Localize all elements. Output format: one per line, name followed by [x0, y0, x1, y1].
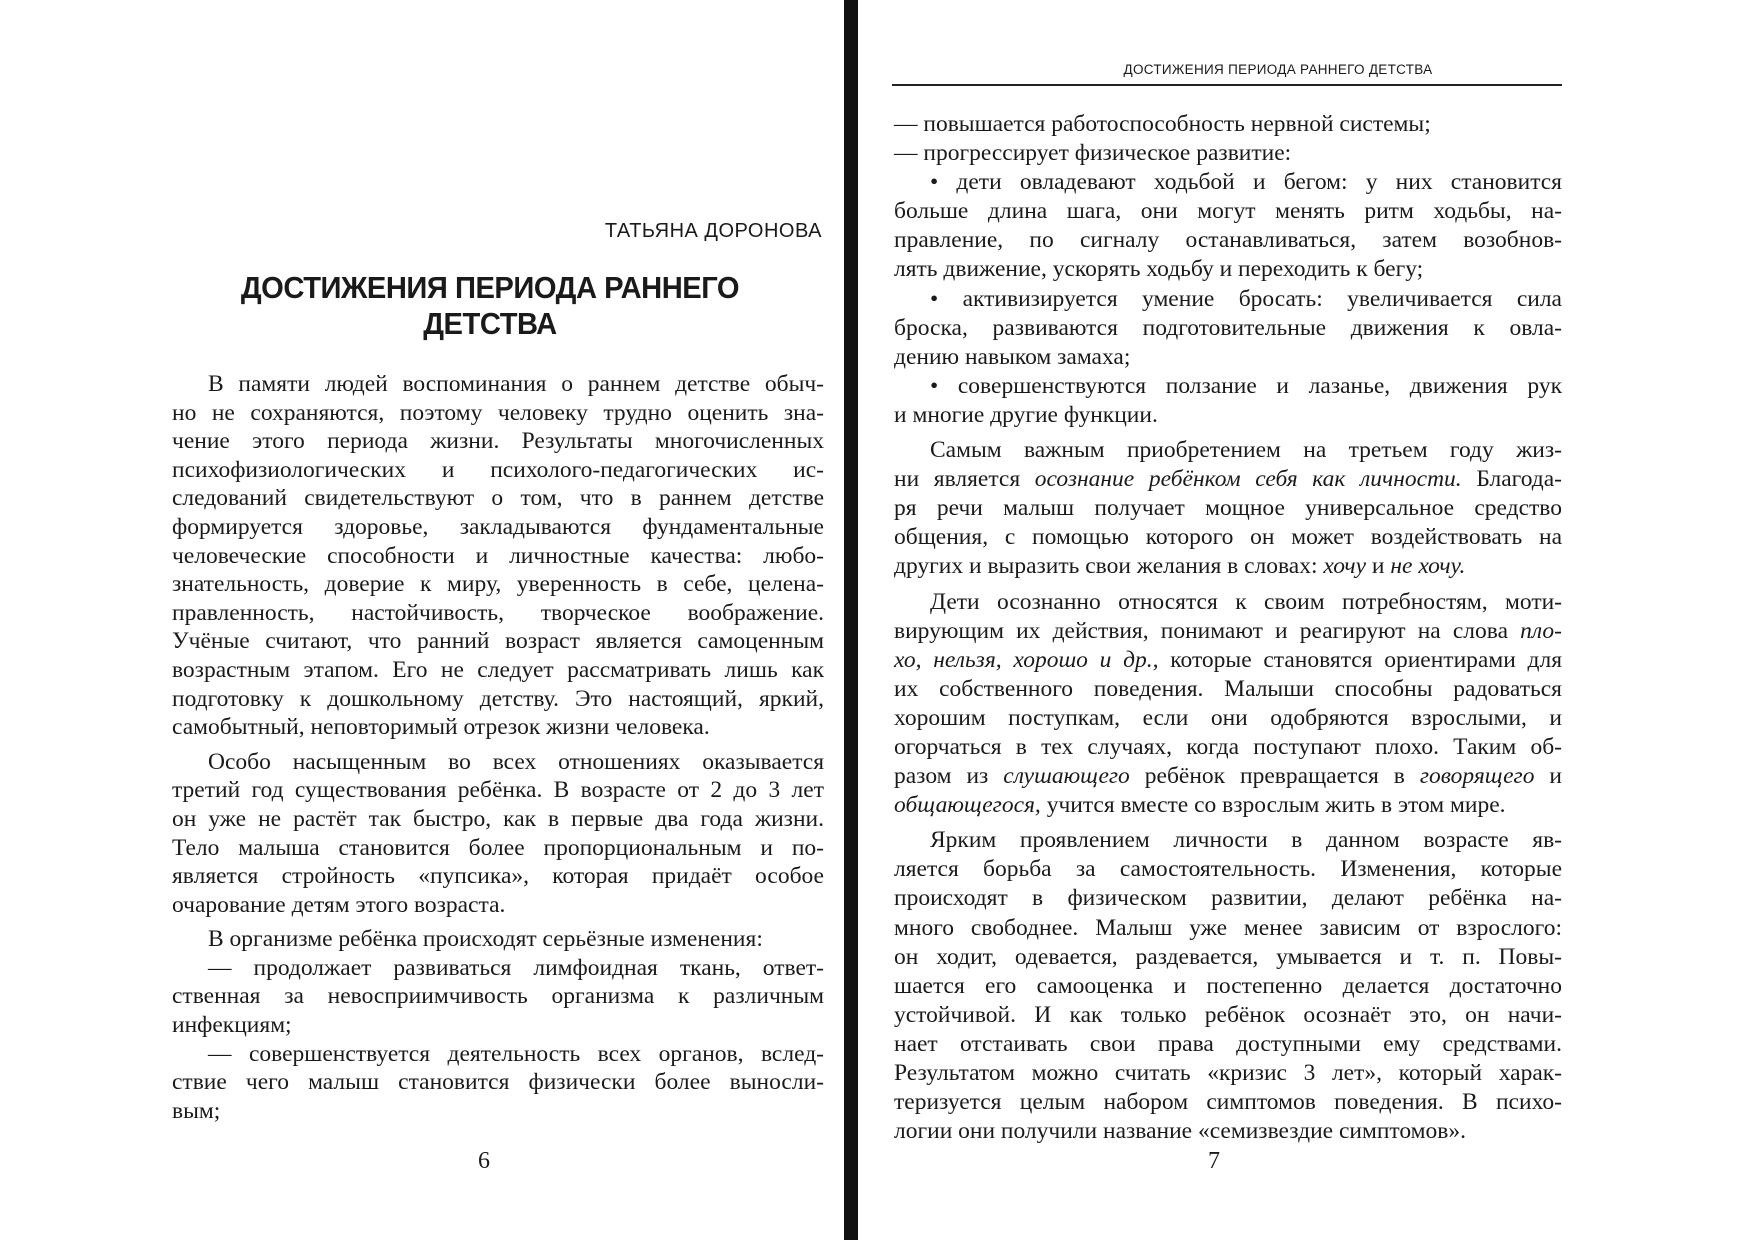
left-page — [0, 0, 844, 1240]
text-segment: ни является — [894, 466, 1035, 493]
italic-phrase: слушающего — [1003, 763, 1130, 790]
text-line: шается его самооценка и постепенно делается достаточно — [894, 972, 1562, 999]
text-line: инфекциям; — [172, 1012, 292, 1039]
text-line: В организме ребёнка происходят серьёзные изменения: — [208, 926, 763, 953]
author-name: ТАТЬЯНА ДОРОНОВА — [604, 220, 822, 242]
text-line: человеческие способности и личностные качества: любо- — [172, 542, 824, 569]
text-line — [894, 791, 1562, 820]
text-line: правленность, настойчивость, творческое воображение. — [172, 599, 824, 626]
text-line: • совершенствуются ползание и лазанье, движения рук — [930, 372, 1562, 399]
text-line — [894, 762, 1562, 791]
text-line: — совершенствуется деятельность всех органов, вслед- — [208, 1040, 824, 1067]
text-line — [894, 465, 1562, 494]
page-number: 6 — [478, 1148, 490, 1174]
text-line — [894, 552, 1562, 581]
page-number: 7 — [1208, 1148, 1220, 1174]
text-line: формируется здоровье, закладываются фундаментальные — [172, 513, 824, 540]
book-spine — [844, 0, 858, 1240]
text-line: — повышается работоспособность нервной системы; — [894, 111, 1431, 137]
running-head: ДОСТИЖЕНИЯ ПЕРИОДА РАННЕГО ДЕТСТВА — [1123, 62, 1433, 77]
italic-phrase: хочу — [1323, 553, 1367, 580]
text-line: нает отстаивать свои права доступными ему средствами. — [894, 1030, 1562, 1057]
text-line: чение этого периода жизни. Результаты многочисленных — [172, 428, 824, 455]
text-line: броска, развиваются подготовительные движения к овла- — [894, 314, 1562, 341]
text-line: хорошим поступкам, если они одобряются взрослыми, и — [894, 704, 1562, 731]
text-segment: и — [1534, 763, 1563, 790]
text-line: подготовку к дошкольному детству. Это настоящий, яркий, — [172, 685, 824, 712]
header-rule — [892, 84, 1562, 86]
italic-phrase: хо, нельзя, хорошо и др., — [894, 646, 1159, 673]
text-line: Результатом можно считать «кризис 3 лет», который харак- — [894, 1060, 1562, 1086]
text-line: огорчаться в тех случаях, когда поступают плохо. Таким об- — [894, 733, 1562, 760]
text-line: ственная за невосприимчивость организма к различным — [172, 983, 824, 1010]
text-line: их собственного поведения. Малыши способны радоваться — [894, 675, 1562, 702]
text-line: Особо насыщенным во всех отношениях оказывается — [208, 748, 824, 775]
text-line: В памяти людей воспоминания о раннем детстве обыч- — [208, 371, 824, 397]
text-segment: учится вместе со взрослым жить в этом мире. — [1040, 792, 1506, 819]
text-segment: других и выразить свои желания в словах: — [894, 553, 1324, 580]
text-line: самобытный, неповторимый отрезок жизни человека. — [172, 714, 710, 741]
text-line: Учёные считают, что ранний возраст является самоценным — [172, 628, 824, 655]
text-line: Дети осознанно относятся к своим потребностям, моти- — [930, 588, 1562, 615]
text-line: но не сохраняются, поэтому человеку трудно оценить зна- — [172, 399, 824, 426]
text-line: ря речи малыш получает мощное универсальное средство — [894, 495, 1562, 522]
left-body-text — [172, 370, 824, 1125]
italic-phrase: пло- — [1520, 617, 1562, 644]
chapter-title: ДОСТИЖЕНИЯ ПЕРИОДА РАННЕГО ДЕТСТВА — [240, 270, 740, 341]
text-line: много свободнее. Малыш уже менее зависим от взрослого: — [894, 914, 1562, 941]
text-segment: и — [1366, 553, 1391, 580]
text-line: больше длина шага, они могут менять ритм ходьбы, на- — [894, 198, 1562, 225]
italic-phrase: говорящего — [1419, 763, 1535, 790]
text-segment: разом из — [894, 763, 1004, 790]
text-line: он ходит, одевается, раздевается, умывается и т. п. Повы- — [894, 943, 1562, 970]
text-line: — прогрессирует физическое развитие: — [894, 140, 1292, 167]
text-line: психофизиологических и психолого-педагогических ис- — [172, 456, 824, 483]
text-line: • дети овладевают ходьбой и бегом: у них становится — [930, 169, 1562, 196]
text-line — [894, 617, 1562, 646]
right-page — [858, 0, 1754, 1240]
text-line: • активизируется умение бросать: увеличивается сила — [930, 285, 1562, 312]
text-segment: которые становятся ориентирами для — [1158, 646, 1563, 673]
text-line: лять движение, ускорять ходьбу и переходить к бегу; — [894, 256, 1424, 283]
text-segment: Благода- — [1461, 466, 1563, 493]
right-body-text — [894, 110, 1562, 1146]
text-line: и многие другие функции. — [894, 401, 1158, 428]
text-line: является стройность «пупсика», которая придаёт особое — [172, 863, 824, 890]
text-line: возрастным этапом. Его не следует рассматривать лишь как — [172, 656, 824, 683]
text-line: вым; — [172, 1097, 221, 1124]
italic-phrase: не хочу. — [1390, 553, 1466, 580]
text-line: правление, по сигналу останавливаться, затем возобнов- — [894, 227, 1562, 254]
text-line: общения, с помощью которого он может воздействовать на — [894, 524, 1562, 551]
text-line: Самым важным приобретением на третьем году жиз- — [930, 437, 1562, 464]
text-segment: ребёнок превращается в — [1129, 763, 1420, 790]
text-line: теризуется целым набором симптомов поведения. В психо- — [894, 1089, 1562, 1116]
text-line: — продолжает развиваться лимфоидная ткань, ответ- — [208, 954, 824, 981]
text-line: ляется борьба за самостоятельность. Изменения, которые — [894, 856, 1562, 883]
text-line: очарование детям этого возраста. — [172, 891, 506, 918]
text-segment: вирующим их действия, понимают и реагируют на слова — [894, 617, 1521, 644]
text-line: происходят в физическом развитии, делают ребёнка на- — [894, 885, 1562, 912]
text-line: знательность, доверие к миру, уверенность в себе, целена- — [172, 571, 824, 598]
text-line — [894, 646, 1562, 675]
text-line: устойчивой. И как только ребёнок осознаёт это, он начи- — [894, 1001, 1562, 1028]
text-line: логии они получили название «семизвездие симптомов». — [894, 1118, 1467, 1145]
text-line: третий год существования ребёнка. В возрасте от 2 до 3 лет — [172, 777, 824, 804]
text-line: он уже не растёт так быстро, как в первые два года жизни. — [172, 805, 824, 832]
text-line: следований свидетельствуют о том, что в раннем детстве — [172, 485, 824, 512]
italic-phrase: осознание ребёнком себя как личности. — [1034, 466, 1462, 493]
text-line: Ярким проявлением личности в данном возрасте яв- — [930, 827, 1562, 854]
text-line: ствие чего малыш становится физически более выносли- — [172, 1069, 824, 1096]
italic-phrase: общающегося, — [894, 792, 1041, 819]
text-line: Тело малыша становится более пропорциональным и по- — [172, 834, 824, 861]
text-line: дению навыком замаха; — [894, 343, 1131, 370]
